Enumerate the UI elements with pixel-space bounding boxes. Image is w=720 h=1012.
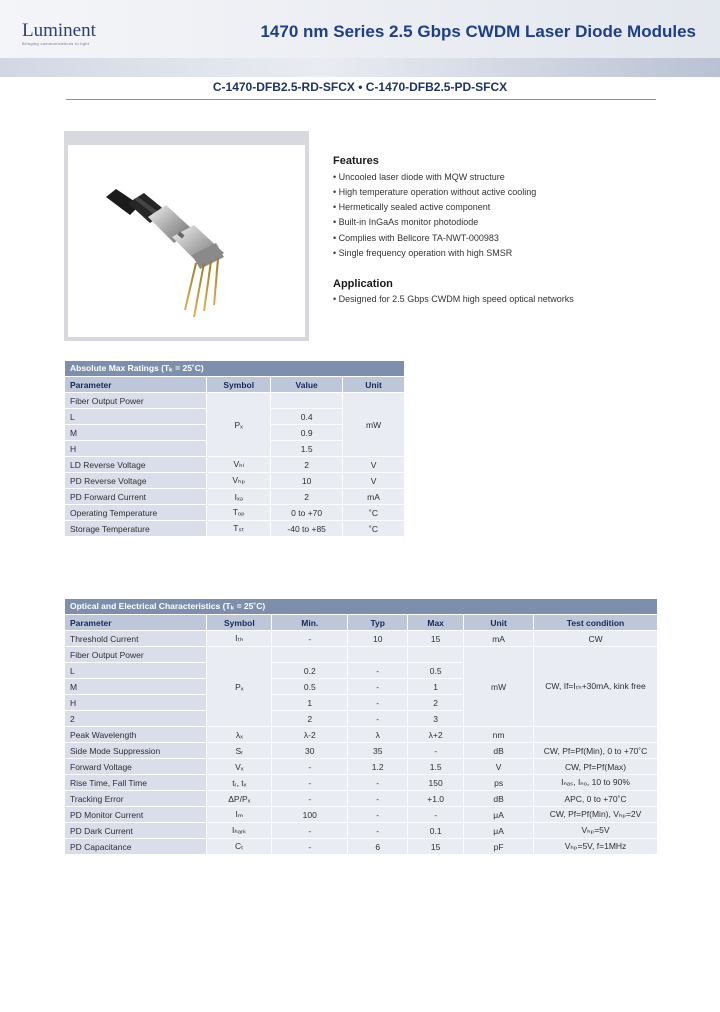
table-caption: Optical and Electrical Characteristics (Tₖ = 25˚C) [65,599,658,615]
cell-min: λ-2 [272,727,348,743]
table-row [65,521,405,537]
cell-symbol: Tₒₚ [207,505,271,521]
cell-symbol: Cₜ [207,839,272,855]
cell-condition: Iₙₐₛ, Iₙₒ, 10 to 90% [534,775,658,791]
cell-typ: 10 [348,631,408,647]
table-row [65,727,658,743]
features-heading: Features [333,155,379,167]
cell-parameter: Peak Wavelength [65,727,207,743]
table-row [65,505,405,521]
feature-item: • Built-in InGaAs monitor photodiode [333,217,479,227]
feature-item: • Hermetically sealed active component [333,202,491,212]
cell-min: - [272,791,348,807]
product-photo [68,145,305,337]
cell-symbol: Iₓₔ [207,489,271,505]
part-numbers: C-1470-DFB2.5-RD-SFCX • C-1470-DFB2.5-PD-SFCX [212,80,508,94]
cell-parameter: L [65,409,207,425]
cell-parameter: M [65,679,207,695]
cell-min: - [272,839,348,855]
cell-value: 2 [271,489,343,505]
cell-symbol: Tₛₜ [207,521,271,537]
cell-symbol: Iₜₕ [207,631,272,647]
cell-condition: CW, Pf=Pf(Max) [534,759,658,775]
cell-max: λ+2 [408,727,464,743]
cell-max: 0.1 [408,823,464,839]
cell-value: 2 [271,457,343,473]
cell-min: 30 [272,743,348,759]
table-row [65,759,658,775]
cell-min: - [272,631,348,647]
col-header: Parameter [65,377,207,393]
cell-unit: pF [464,839,534,855]
cell-condition: APC, 0 to +70˚C [534,791,658,807]
cell-symbol: Pₓ [207,393,271,457]
cell-unit: mW [464,647,534,727]
cell-parameter: PD Capacitance [65,839,207,855]
table-row [65,489,405,505]
company-logo: Luminent [22,20,96,41]
cell-typ: - [348,711,408,727]
col-header: Parameter [65,615,207,631]
cell-typ: 6 [348,839,408,855]
cell-unit: V [464,759,534,775]
cell-typ: λ [348,727,408,743]
cell-symbol: Sᵣ [207,743,272,759]
cell-parameter: PD Forward Current [65,489,207,505]
table-row [65,839,658,855]
cell-typ: - [348,775,408,791]
cell-unit: μA [464,807,534,823]
cell-condition: CW, If=Iₜₕ+30mA, kink free [534,647,658,727]
cell-parameter: H [65,695,207,711]
application-item: • Designed for 2.5 Gbps CWDM high speed optical networks [333,294,574,304]
table-row [65,473,405,489]
cell-max: +1.0 [408,791,464,807]
cell-max: - [408,743,464,759]
cell-min: - [272,823,348,839]
cell-typ: - [348,663,408,679]
table-row [65,743,658,759]
cell-value: 0 to +70 [271,505,343,521]
cell-condition: Vₕₚ=5V, f=1MHz [534,839,658,855]
cell-min: - [272,775,348,791]
cell-symbol: ΔP/Pₓ [207,791,272,807]
table-row [65,631,658,647]
optical-electrical-table [65,599,658,855]
cell-typ: - [348,679,408,695]
col-header: Symbol [207,377,271,393]
cell-typ: - [348,791,408,807]
cell-condition [534,727,658,743]
feature-item: • High temperature operation without active cooling [333,187,537,197]
col-header: Typ [348,615,408,631]
cell-parameter: L [65,663,207,679]
cell-min: 2 [272,711,348,727]
cell-unit: nm [464,727,534,743]
cell-symbol: Vₕₗ [207,457,271,473]
cell-symbol: Vₓ [207,759,272,775]
cell-condition: CW, Pf=Pf(Min), Vₕₚ=2V [534,807,658,823]
cell-parameter: PD Monitor Current [65,807,207,823]
cell-min: 0.5 [272,679,348,695]
cell-typ: 35 [348,743,408,759]
cell-max: 150 [408,775,464,791]
col-header: Unit [343,377,405,393]
page-header [0,0,720,58]
cell-min: 1 [272,695,348,711]
table-caption: Absolute Max Ratings (Tₖ = 25˚C) [65,361,405,377]
col-header: Value [271,377,343,393]
col-header: Min. [272,615,348,631]
feature-item: • Uncooled laser diode with MQW structure [333,172,505,182]
cell-unit: dB [464,743,534,759]
cell-unit: μA [464,823,534,839]
cell-parameter: Operating Temperature [65,505,207,521]
application-heading: Application [333,278,393,290]
table-row [65,807,658,823]
cell-max: 1.5 [408,759,464,775]
cell-value: -40 to +85 [271,521,343,537]
col-header: Test condition [534,615,658,631]
cell-parameter: Forward Voltage [65,759,207,775]
cell-max: 0.5 [408,663,464,679]
cell-parameter: LD Reverse Voltage [65,457,207,473]
header-band [0,58,720,77]
company-tagline: Bringing communications to light [22,41,90,46]
cell-symbol: Pₓ [207,647,272,727]
cell-parameter: Threshold Current [65,631,207,647]
cell-unit: mA [464,631,534,647]
table-row [65,823,658,839]
table-row [65,791,658,807]
cell-value: 1.5 [271,441,343,457]
cell-symbol: Iₕₐᵣₖ [207,823,272,839]
cell-unit: ˚C [343,505,405,521]
col-header: Unit [464,615,534,631]
cell-symbol: Iₘ [207,807,272,823]
cell-parameter: Side Mode Suppression [65,743,207,759]
cell-max: 15 [408,839,464,855]
feature-item: • Complies with Bellcore TA-NWT-000983 [333,233,499,243]
cell-value: 0.9 [271,425,343,441]
cell-unit: V [343,473,405,489]
cell-symbol: tᵣ, tₓ [207,775,272,791]
cell-unit: mA [343,489,405,505]
cell-unit: dB [464,791,534,807]
cell-condition: CW, Pf=Pf(Min), 0 to +70˚C [534,743,658,759]
cell-parameter: 2 [65,711,207,727]
cell-typ: - [348,823,408,839]
cell-parameter: Rise Time, Fall Time [65,775,207,791]
cell-max: 2 [408,695,464,711]
cell-symbol: Vₕₚ [207,473,271,489]
table-row [65,393,405,409]
abs-max-ratings-table [65,361,405,537]
cell-typ: 1.2 [348,759,408,775]
cell-parameter: Storage Temperature [65,521,207,537]
cell-max: 3 [408,711,464,727]
cell-parameter: M [65,425,207,441]
cell-unit: mW [343,393,405,457]
feature-item: • Single frequency operation with high SMSR [333,248,513,258]
table-row [65,775,658,791]
cell-parameter: Fiber Output Power [65,393,207,409]
cell-parameter: Tracking Error [65,791,207,807]
divider [66,99,656,100]
col-header: Max [408,615,464,631]
cell-parameter: PD Dark Current [65,823,207,839]
cell-value: 10 [271,473,343,489]
cell-unit: ps [464,775,534,791]
cell-value: 0.4 [271,409,343,425]
cell-max: 1 [408,679,464,695]
cell-unit: V [343,457,405,473]
cell-min: 100 [272,807,348,823]
cell-min: 0.2 [272,663,348,679]
table-row [65,647,658,663]
col-header: Symbol [207,615,272,631]
cell-min: - [272,759,348,775]
cell-max: - [408,807,464,823]
laser-module-image [68,145,305,337]
page-title: 1470 nm Series 2.5 Gbps CWDM Laser Diode Modules [260,22,696,41]
cell-parameter: Fiber Output Power [65,647,207,663]
cell-symbol: λₓ [207,727,272,743]
cell-parameter: PD Reverse Voltage [65,473,207,489]
cell-typ: - [348,807,408,823]
cell-typ: - [348,695,408,711]
cell-parameter: H [65,441,207,457]
table-row [65,457,405,473]
cell-unit: ˚C [343,521,405,537]
product-photo-frame [64,131,309,341]
cell-condition: Vₕₚ=5V [534,823,658,839]
cell-condition: CW [534,631,658,647]
cell-max: 15 [408,631,464,647]
